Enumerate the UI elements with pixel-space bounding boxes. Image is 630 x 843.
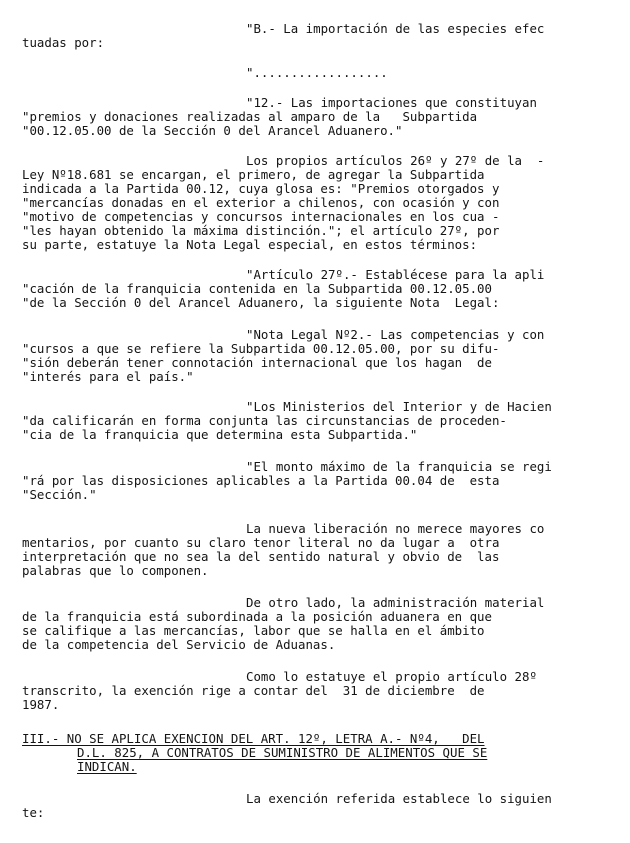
text-line: La nueva liberación no merece mayores co xyxy=(246,521,545,536)
text-line: indicada a la Partida 00.12, cuya glosa es: "Premios otorgados y xyxy=(22,181,500,196)
text-line: "Artículo 27º.- Establécese para la apli xyxy=(246,267,545,282)
text-line: su parte, estatuye la Nota Legal especial, en estos términos: xyxy=(22,237,478,252)
text-line: "12.- Las importaciones que constituyan xyxy=(246,95,537,110)
text-line: palabras que lo componen. xyxy=(22,563,209,578)
text-line: "B.- La importación de las especies efec xyxy=(246,21,545,36)
text-line: "cursos a que se refiere la Subpartida 00.12.05.00, por su difu- xyxy=(22,341,500,356)
text-line: "premios y donaciones realizadas al amparo de la Subpartida xyxy=(22,109,478,124)
section-heading: D.L. 825, A CONTRATOS DE SUMINISTRO DE ALIMENTOS QUE SE xyxy=(77,745,488,760)
text-line: "motivo de competencias y concursos internacionales en los cua - xyxy=(22,209,500,224)
text-line: "00.12.05.00 de la Sección 0 del Arancel Aduanero." xyxy=(22,123,403,138)
text-line: "cación de la franquicia contenida en la Subpartida 00.12.05.00 xyxy=(22,281,492,296)
text-line: "El monto máximo de la franquicia se regi xyxy=(246,459,552,474)
text-line: 1987. xyxy=(22,697,60,712)
text-line: se califique a las mercancías, labor que se halla en el ámbito xyxy=(22,623,485,638)
text-line: "interés para el país." xyxy=(22,369,194,384)
text-line: "Los Ministerios del Interior y de Hacien xyxy=(246,399,552,414)
text-line: de la competencia del Servicio de Aduanas. xyxy=(22,637,336,652)
text-line: transcrito, la exención rige a contar del 31 de diciembre de xyxy=(22,683,485,698)
text-line: "cia de la franquicia que determina esta Subpartida." xyxy=(22,427,418,442)
text-line: interpretación que no sea la del sentido natural y obvio de las xyxy=(22,549,500,564)
text-line: ".................. xyxy=(246,65,388,80)
text-line: Los propios artículos 26º y 27º de la - xyxy=(246,153,545,168)
text-line: De otro lado, la administración material xyxy=(246,595,545,610)
text-line: Ley Nº18.681 se encargan, el primero, de agregar la Subpartida xyxy=(22,167,485,182)
text-line: "mercancías donadas en el exterior a chilenos, con ocasión y con xyxy=(22,195,500,210)
text-line: Como lo estatuye el propio artículo 28º xyxy=(246,669,537,684)
section-heading: III.- NO SE APLICA EXENCION DEL ART. 12º, LETRA A.- Nº4, DEL xyxy=(22,731,485,746)
text-line: "rá por las disposiciones aplicables a la Partida 00.04 de esta xyxy=(22,473,500,488)
text-line: "Sección." xyxy=(22,487,97,502)
text-line: tuadas por: xyxy=(22,35,105,50)
text-line: "Nota Legal Nº2.- Las competencias y con xyxy=(246,327,545,342)
text-line: de la franquicia está subordinada a la posición aduanera en que xyxy=(22,609,492,624)
text-line: te: xyxy=(22,805,45,820)
text-line: "da calificarán en forma conjunta las circunstancias de proceden- xyxy=(22,413,507,428)
text-line: mentarios, por cuanto su claro tenor literal no da lugar a otra xyxy=(22,535,500,550)
text-line: La exención referida establece lo siguien xyxy=(246,791,552,806)
text-line: "sión deberán tener connotación internacional que los hagan de xyxy=(22,355,492,370)
section-heading: INDICAN. xyxy=(77,759,137,774)
text-line: "les hayan obtenido la máxima distinción."; el artículo 27º, por xyxy=(22,223,500,238)
text-line: "de la Sección 0 del Arancel Aduanero, la siguiente Nota Legal: xyxy=(22,295,500,310)
